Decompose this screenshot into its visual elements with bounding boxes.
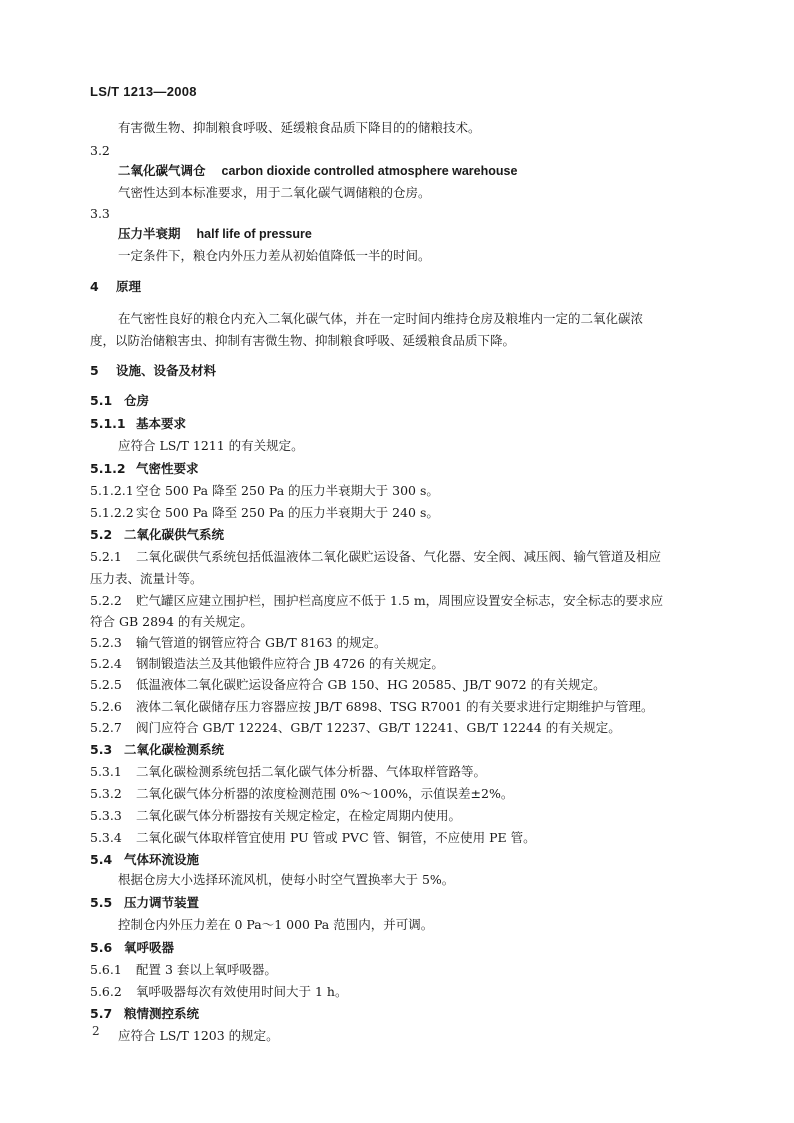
clause-number: 5.1.2: [90, 461, 126, 476]
clause-number: 5.2.2: [90, 593, 122, 608]
text-line: [90, 549, 661, 565]
clause-text: 氧呼吸器每次有效使用时间大于 1 h。: [136, 984, 348, 999]
clause-text: 二氧化碳气体分析器的浓度检测范围 0%～100%，示值误差±2%。: [136, 786, 514, 801]
text-line: [90, 962, 277, 978]
text-line: [90, 808, 461, 824]
clause-number: 5.3.3: [90, 808, 122, 823]
term-english: carbon dioxide controlled atmosphere warehouse: [221, 164, 518, 178]
text-line: [90, 742, 224, 758]
clause-text: 气密性要求: [136, 461, 199, 476]
clause-text: 原理: [116, 279, 142, 294]
text-line: [90, 699, 654, 715]
clause-text: 仓房: [124, 393, 150, 408]
document-header: LS/T 1213—2008: [90, 84, 197, 99]
clause-text: 钢制锻造法兰及其他锻件应符合 JB 4726 的有关规定。: [136, 656, 444, 671]
text-line: [118, 311, 643, 327]
clause-text: 氧呼吸器: [124, 940, 175, 955]
text-line: [90, 786, 513, 802]
clause-number: 5.3.1: [90, 764, 122, 779]
clause-text: 气体环流设施: [124, 852, 200, 867]
clause-text: 二氧化碳检测系统包括二氧化碳气体分析器、气体取样管路等。: [136, 764, 487, 779]
clause-text: 设施、设备及材料: [116, 363, 217, 378]
clause-text: 二氧化碳气调仓: [118, 163, 206, 178]
clause-text: 实仓 500 Pa 降至 250 Pa 的压力半衰期大于 240 s。: [136, 505, 439, 520]
text-line: [90, 984, 347, 1000]
text-line: [90, 593, 663, 609]
text-line: [90, 279, 141, 295]
clause-text: 二氧化碳气体取样管宜使用 PU 管或 PVC 管、铜管，不应使用 PE 管。: [136, 830, 536, 845]
clause-text: 输气管道的钢管应符合 GB/T 8163 的规定。: [136, 635, 387, 650]
clause-text: 根据仓房大小选择环流风机，使每小时空气置换率大于 5%。: [118, 872, 455, 887]
clause-text: 控制仓内外压力差在 0 Pa～1 000 Pa 范围内，并可调。: [118, 917, 434, 932]
text-line: [90, 143, 124, 159]
text-line: [118, 1028, 279, 1044]
text-line: [90, 527, 224, 543]
term-english: half life of pressure: [196, 227, 312, 241]
clause-text: 应符合 LS/T 1211 的有关规定。: [118, 438, 304, 453]
clause-number: 5: [90, 363, 99, 378]
text-line: [90, 656, 444, 672]
clause-number: 5.3: [90, 742, 113, 757]
clause-text: 二氧化碳供气系统: [124, 527, 225, 542]
clause-text: 压力半衰期: [118, 226, 181, 241]
clause-number: 5.1.2.1: [90, 483, 134, 498]
text-line: [90, 677, 606, 693]
clause-number: 5.2.4: [90, 656, 122, 671]
clause-number: 5.3.4: [90, 830, 122, 845]
clause-text: 配置 3 套以上氧呼吸器。: [136, 962, 277, 977]
text-line: [90, 940, 174, 956]
clause-text: 一定条件下，粮仓内外压力差从初始值降低一半的时间。: [118, 248, 431, 263]
clause-number: 5.7: [90, 1006, 113, 1021]
text-line: [90, 635, 386, 651]
clause-text: 压力调节装置: [124, 895, 200, 910]
clause-number: 5.3.2: [90, 786, 122, 801]
clause-text: 有害微生物、抑制粮食呼吸、延缓粮食品质下降目的的储粮技术。: [118, 120, 481, 135]
text-line: [118, 120, 481, 136]
clause-number: 5.6.1: [90, 962, 122, 977]
clause-text: 二氧化碳供气系统包括低温液体二氧化碳贮运设备、气化器、安全阀、减压阀、输气管道及相应: [136, 549, 662, 564]
text-line: [90, 416, 186, 432]
text-line: [118, 248, 431, 264]
text-line: [90, 764, 486, 780]
clause-number: 5.2.7: [90, 720, 122, 735]
clause-text: 低温液体二氧化碳贮运设备应符合 GB 150、HG 20585、JB/T 9072 的有关规定。: [136, 677, 606, 692]
text-line: [90, 333, 515, 349]
clause-text: 基本要求: [136, 416, 187, 431]
clause-number: 5.5: [90, 895, 113, 910]
text-line: [118, 917, 433, 933]
text-line: [90, 393, 149, 409]
text-line: [90, 895, 199, 911]
text-line: [90, 363, 216, 379]
text-line: [90, 571, 203, 587]
clause-text: 空仓 500 Pa 降至 250 Pa 的压力半衰期大于 300 s。: [136, 483, 439, 498]
clause-number: 5.6: [90, 940, 113, 955]
text-line: [118, 872, 454, 888]
clause-number: 5.1.2.2: [90, 505, 134, 520]
clause-text: 度，以防治储粮害虫、抑制有害微生物、抑制粮食呼吸、延缓粮食品质下降。: [90, 333, 516, 348]
clause-text: 阀门应符合 GB/T 12224、GB/T 12237、GB/T 12241、GB/T 12244 的有关规定。: [136, 720, 621, 735]
clause-number: 5.6.2: [90, 984, 122, 999]
text-line: [118, 226, 312, 242]
text-line: [90, 461, 199, 477]
text-line: [90, 483, 439, 499]
clause-text: 二氧化碳检测系统: [124, 742, 225, 757]
clause-number: 3.3: [90, 206, 110, 221]
text-line: [90, 206, 124, 222]
clause-text: 应符合 LS/T 1203 的规定。: [118, 1028, 279, 1043]
clause-text: 贮气罐区应建立围护栏，围护栏高度应不低于 1.5 m，周围应设置安全标志，安全标志的要求应: [136, 593, 664, 608]
text-line: [90, 614, 253, 630]
clause-number: 5.1.1: [90, 416, 126, 431]
page-number: 2: [92, 1024, 100, 1038]
text-line: [90, 505, 439, 521]
text-line: [118, 185, 431, 201]
clause-text: 粮情测控系统: [124, 1006, 200, 1021]
clause-number: 5.1: [90, 393, 113, 408]
clause-text: 符合 GB 2894 的有关规定。: [90, 614, 253, 629]
clause-number: 4: [90, 279, 99, 294]
text-line: [118, 163, 517, 179]
text-line: [90, 830, 536, 846]
clause-number: 5.4: [90, 852, 113, 867]
clause-text: 液体二氧化碳储存压力容器应按 JB/T 6898、TSG R7001 的有关要求进行定期维护与管理。: [136, 699, 654, 714]
clause-number: 5.2.3: [90, 635, 122, 650]
clause-text: 压力表、流量计等。: [90, 571, 203, 586]
clause-number: 3.2: [90, 143, 110, 158]
text-line: [90, 852, 199, 868]
clause-number: 5.2.5: [90, 677, 122, 692]
clause-number: 5.2.6: [90, 699, 122, 714]
text-line: [118, 438, 304, 454]
text-line: [90, 1006, 199, 1022]
clause-number: 5.2: [90, 527, 113, 542]
clause-text: 二氧化碳气体分析器按有关规定检定，在检定周期内使用。: [136, 808, 462, 823]
clause-text: 气密性达到本标准要求，用于二氧化碳气调储粮的仓房。: [118, 185, 431, 200]
clause-text: 在气密性良好的粮仓内充入二氧化碳气体，并在一定时间内维持仓房及粮堆内一定的二氧化碳浓: [118, 311, 644, 326]
text-line: [90, 720, 621, 736]
clause-number: 5.2.1: [90, 549, 122, 564]
